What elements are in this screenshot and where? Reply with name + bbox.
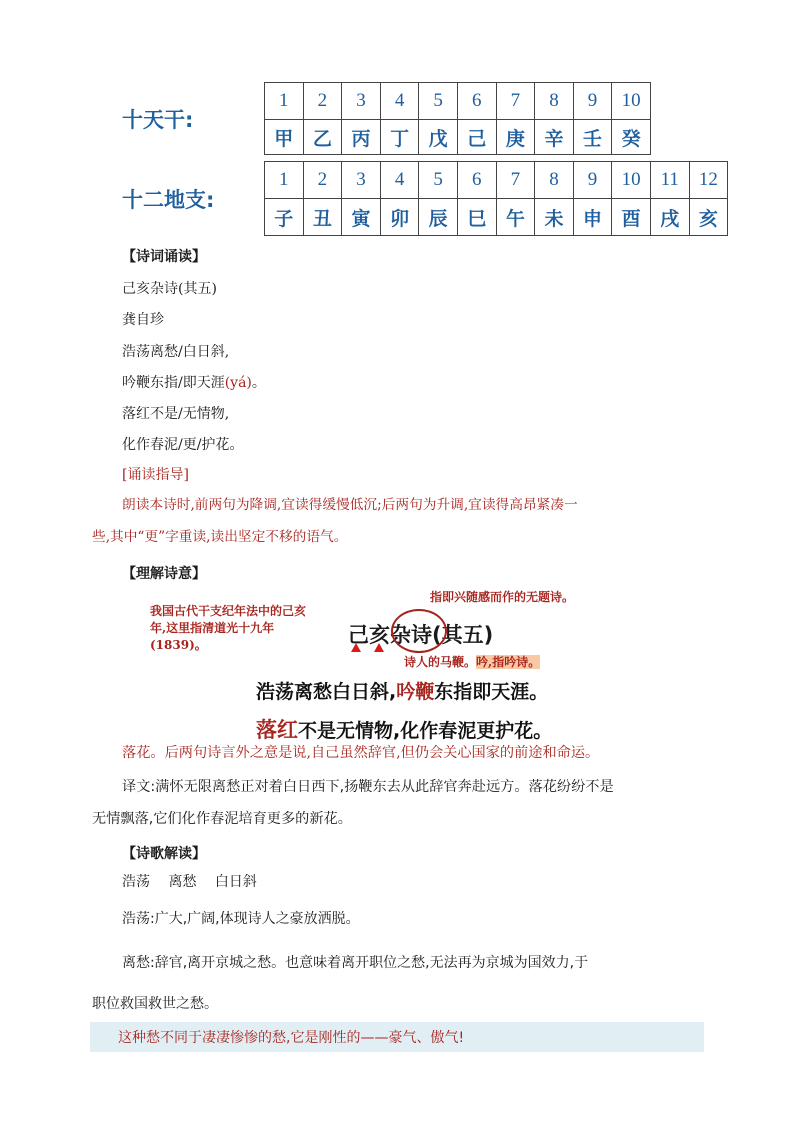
stem-char-3: 丙 xyxy=(342,120,381,155)
recite-heading: 【诗词诵读】 xyxy=(122,249,206,265)
note-yin-text: 吟,指吟诗。 xyxy=(476,655,541,669)
stems-table xyxy=(264,82,651,155)
poem-author: 龚自珍 xyxy=(122,312,164,328)
title-zashi: 杂诗 xyxy=(390,623,432,647)
branch-number-11: 11 xyxy=(651,162,690,199)
branch-number-9: 9 xyxy=(574,162,613,199)
branch-number-3: 3 xyxy=(342,162,381,199)
interpret-heading: 【诗歌解读】 xyxy=(122,846,206,862)
stem-number-7: 7 xyxy=(497,83,536,120)
stem-char-4: 丁 xyxy=(381,120,420,155)
branch-char-6: 巳 xyxy=(458,199,497,236)
stem-number-4: 4 xyxy=(381,83,420,120)
branch-char-1: 子 xyxy=(265,199,304,236)
branch-char-4: 卯 xyxy=(381,199,420,236)
lichou-line-1: 离愁:辞官,离开京城之愁。也意味着离开职位之愁,无法再为京城为国效力,于 xyxy=(122,955,589,971)
branch-char-8: 未 xyxy=(535,199,574,236)
stem-char-6: 己 xyxy=(458,120,497,155)
stem-number-1: 1 xyxy=(265,83,304,120)
poem-line-1: 浩荡离愁/白日斜, xyxy=(122,344,230,360)
stem-number-3: 3 xyxy=(342,83,381,120)
haodang-line: 浩荡:广大,广阔,体现诗人之豪放洒脱。 xyxy=(122,911,360,927)
title-qiwu: (其五) xyxy=(432,623,494,647)
poem-line-2-pinyin: (yá) xyxy=(224,375,252,391)
title-jihai: 己亥 xyxy=(348,623,390,647)
branch-number-5: 5 xyxy=(419,162,458,199)
guide-line-1: 朗读本诗时,前两句为降调,宜读得缓慢低沉;后两句为升调,宜读得高昂紧凑一 xyxy=(122,497,578,513)
branch-number-6: 6 xyxy=(458,162,497,199)
keywords-line: 浩荡 离愁 白日斜 xyxy=(122,874,257,890)
branches-label: 十二地支: xyxy=(122,188,215,212)
stem-char-2: 乙 xyxy=(304,120,343,155)
verse-line-2 xyxy=(256,714,552,744)
stem-char-9: 壬 xyxy=(574,120,613,155)
branch-char-7: 午 xyxy=(497,199,536,236)
branch-char-9: 申 xyxy=(574,199,613,236)
stem-char-8: 辛 xyxy=(535,120,574,155)
branch-number-4: 4 xyxy=(381,162,420,199)
branch-char-10: 酉 xyxy=(612,199,651,236)
branch-char-3: 寅 xyxy=(342,199,381,236)
note-whip-text: 诗人的马鞭。 xyxy=(404,655,477,669)
verse-line-1 xyxy=(256,677,548,704)
branch-number-1: 1 xyxy=(265,162,304,199)
stem-number-2: 2 xyxy=(304,83,343,120)
verse-2-b: 不是无情物,化作春泥更护花。 xyxy=(298,720,553,742)
verse-2-luohong: 落红 xyxy=(256,718,298,742)
translation-line-1: 译文:满怀无限离愁正对着白日西下,扬鞭东去从此辞官奔赴远方。落花纷纷不是 xyxy=(122,779,614,795)
branch-number-7: 7 xyxy=(497,162,536,199)
marker-triangle-1 xyxy=(351,643,361,652)
poem-line-3: 落红不是/无情物, xyxy=(122,406,230,422)
branch-char-12: 亥 xyxy=(690,199,729,236)
note-jihai-line-2: 年,这里指清道光十九年 xyxy=(150,621,275,635)
poem-title: 己亥杂诗(其五) xyxy=(122,281,217,297)
marker-triangle-2 xyxy=(374,643,384,652)
note-whip xyxy=(404,654,540,671)
guide-heading: [诵读指导] xyxy=(122,467,189,483)
branch-number-12: 12 xyxy=(690,162,729,199)
poem-line-2-end: 。 xyxy=(251,375,266,391)
banner-text: 这种愁不同于凄凄惨惨的愁,它是刚性的——豪气、傲气! xyxy=(118,1030,465,1046)
note-jihai xyxy=(150,603,306,654)
highlight-banner xyxy=(90,1022,704,1052)
poem-line-4: 化作春泥/更/护花。 xyxy=(122,437,244,453)
stem-number-5: 5 xyxy=(419,83,458,120)
title-circle-mark xyxy=(391,609,447,653)
note-jihai-line-3: (1839)。 xyxy=(150,638,207,652)
stem-number-10: 10 xyxy=(612,83,651,120)
guide-line-2: 些,其中“更”字重读,读出坚定不移的语气。 xyxy=(92,529,348,545)
stem-number-9: 9 xyxy=(574,83,613,120)
branch-char-11: 戌 xyxy=(651,199,690,236)
branch-number-8: 8 xyxy=(535,162,574,199)
poem-line-2-text: 吟鞭东指/即天涯 xyxy=(122,375,225,391)
explain-line: 落花。后两句诗言外之意是说,自己虽然辞官,但仍会关心国家的前途和命运。 xyxy=(122,745,600,761)
note-jihai-line-1: 我国古代干支纪年法中的己亥 xyxy=(150,604,307,618)
lichou-line-2: 职位救国救世之愁。 xyxy=(92,996,218,1012)
verse-1-c: 东指即天涯。 xyxy=(434,681,549,703)
stem-char-5: 戊 xyxy=(419,120,458,155)
stem-char-7: 庚 xyxy=(497,120,536,155)
verse-1-whip: 吟鞭 xyxy=(396,681,435,703)
branches-table xyxy=(264,161,728,236)
verse-1-a: 浩荡离愁白日斜, xyxy=(256,681,397,703)
understand-heading: 【理解诗意】 xyxy=(122,566,206,582)
stem-char-1: 甲 xyxy=(265,120,304,155)
stems-label: 十天干: xyxy=(122,108,194,132)
poem-line-2 xyxy=(122,376,266,390)
branch-number-2: 2 xyxy=(304,162,343,199)
note-title-meaning: 指即兴随感而作的无题诗。 xyxy=(430,590,575,604)
stem-char-10: 癸 xyxy=(612,120,651,155)
branch-number-10: 10 xyxy=(612,162,651,199)
translation-line-2: 无情飘落,它们化作春泥培育更多的新花。 xyxy=(92,811,352,827)
branch-char-5: 辰 xyxy=(419,199,458,236)
stem-number-8: 8 xyxy=(535,83,574,120)
stem-number-6: 6 xyxy=(458,83,497,120)
branch-char-2: 丑 xyxy=(304,199,343,236)
